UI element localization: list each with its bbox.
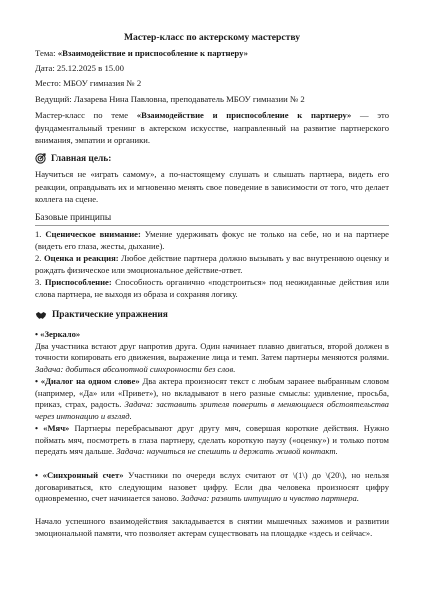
section-divider — [35, 225, 389, 226]
bullet: • — [35, 329, 41, 339]
exercise-text: Партнеры перебрасывают друг другу мяч, совершая короткие действия. Нужно поймать мяч, посмотреть в глаза партнеру, сделать короткую паузу («оценку») и только потом передать мяч дальше. — [35, 423, 389, 457]
principle-number: 1. — [35, 229, 46, 239]
intro-paragraph — [35, 109, 389, 147]
exercise-item — [35, 423, 389, 458]
goal-heading — [35, 153, 111, 164]
exercise-item — [35, 329, 389, 375]
bullet: • — [35, 423, 44, 433]
principle-term: Оценка и реакция: — [43, 253, 119, 263]
intro-c: — это фундаментальный тренинг в актерском искусстве, направленный на развитие партнерского внимания, эмпатии и органики. — [35, 110, 389, 146]
exercise-name: «Мяч» — [43, 423, 70, 433]
principle-item — [35, 229, 389, 253]
exercise-task: Задача: добиться абсолютной синхронности без слов. — [35, 363, 236, 374]
exercises-heading-text: Практические упражнения — [52, 310, 168, 320]
exercises-heading — [35, 310, 168, 320]
document-title: Мастер-класс по актерскому мастерству — [123, 32, 301, 43]
place-line: Место: МБОУ гимназия № 2 — [35, 78, 142, 88]
principle-item — [35, 253, 389, 277]
target-icon — [35, 153, 46, 164]
principle-text: Способность органично «подстроиться» под неожиданные действия или слова партнера, не выходя из образа и сохраняя логику. — [35, 277, 390, 299]
principle-item — [35, 277, 389, 301]
principle-term: Приспособление: — [44, 277, 112, 287]
intro-a: Мастер-класс по теме — [35, 110, 137, 120]
host-line: Ведущий: Лазарева Нина Павловна, преподаватель МБОУ гимназии № 2 — [35, 94, 305, 104]
exercise-task: Задача: развить интуицию и чувство партнера. — [180, 493, 359, 504]
exercise-name: «Зеркало» — [40, 329, 81, 339]
exercise-text: Участники по очереди вслух считают от \(1\) до \(20\), но нельзя договариваться, кто следующим назовет цифру. Если два человека произносят цифру одновременно, счет начинается заново. — [35, 470, 389, 504]
exercise-item — [35, 376, 389, 422]
date-line: Дата: 25.12.2025 в 15.00 — [35, 63, 124, 73]
principle-number: 2. — [35, 253, 44, 263]
exercise-task: Задача: заставить зрителя поверить в меняющиеся обстоятельства через интонацию и взгляд. — [35, 399, 389, 421]
exercise-text: Два участника встают друг напротив друга. Один начинает плавно двигаться, второй должен в точности копировать его движения, выражение лица и темп. Затем партнеры меняются ролями. — [35, 340, 389, 363]
exercise-item — [35, 470, 389, 505]
topic-value: «Взаимодействие и приспособление к партнеру» — [57, 48, 249, 58]
bullet: • — [35, 376, 41, 386]
intro-b: «Взаимодействие и приспособление к партнеру» — [136, 110, 352, 120]
topic-label: Тема: — [35, 48, 58, 58]
topic-line — [35, 48, 248, 58]
principle-number: 3. — [35, 277, 45, 287]
principles-heading: Базовые принципы — [35, 213, 112, 223]
exercise-task: Задача: научиться не спешить и держать живой контакт. — [116, 446, 338, 457]
exercise-text: Два актера произносят текст с любым заранее выбранным словом (например, «Да» или «Привет»), но вкладывают в него разные смыслы: удивление, просьба, приказ, страх, радость. — [35, 376, 389, 410]
principle-text: Любое действие партнера должно вызывать у вас внутреннюю оценку и рождать физическое или эмоциональное действие-ответ. — [35, 253, 389, 275]
handshake-icon — [35, 310, 47, 320]
exercise-name: «Диалог на одном слове» — [40, 376, 140, 386]
closing-paragraph: Начало успешного взаимодействия закладывается в снятии мышечных зажимов и развитии эмоциональной памяти, что позволяет актерам существовать на площадке «здесь и сейчас». — [35, 516, 389, 538]
principle-text: Умение удерживать фокус не только на себе, но и на партнере (видеть его глаза, жесты, дыхание). — [35, 229, 389, 251]
goal-heading-text: Главная цель: — [51, 153, 112, 164]
bullet: • — [35, 470, 43, 480]
principle-term: Сценическое внимание: — [45, 229, 141, 239]
exercise-name: «Синхронный счет» — [42, 470, 124, 480]
goal-paragraph: Научиться не «играть самому», а по-настоящему слушать и слышать партнера, видеть его реакции, оправдывать их и мгновенно менять свое поведение в зависимости от того, что делает коллега на сцене. — [35, 169, 389, 205]
